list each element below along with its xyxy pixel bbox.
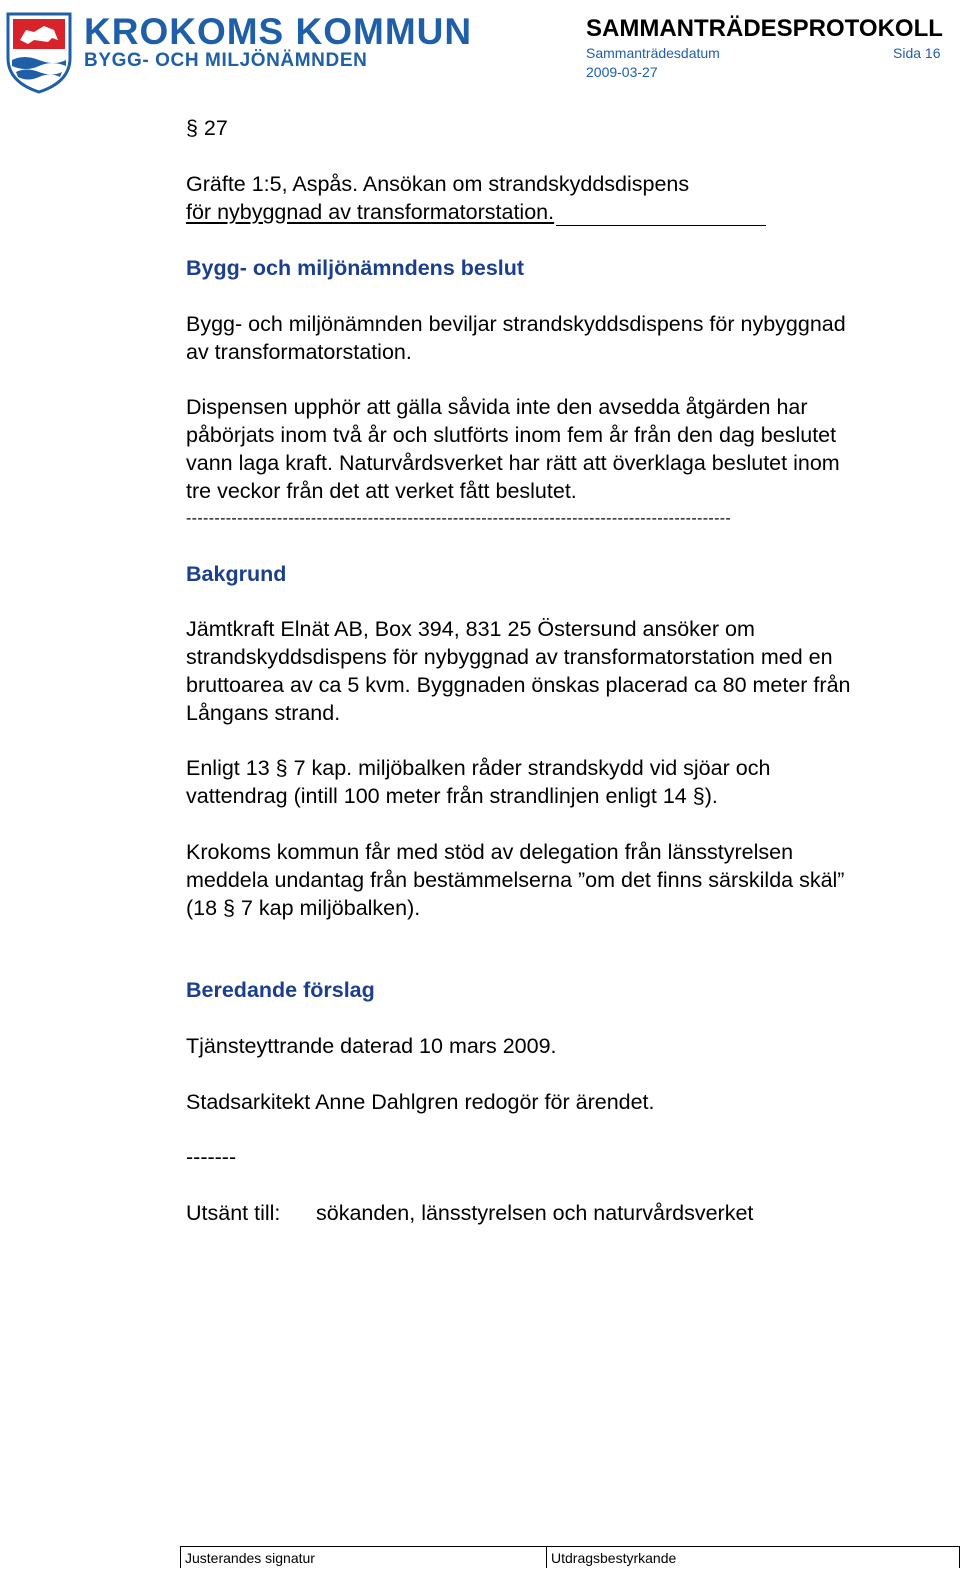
proposal-line-2: Stadsarkitekt Anne Dahlgren redogör för ärendet. bbox=[186, 1090, 655, 1114]
proposal-heading: Beredande förslag bbox=[186, 978, 375, 1002]
decision-heading: Bygg- och miljönämndens beslut bbox=[186, 256, 525, 280]
sent-to-value: sökanden, länsstyrelsen och naturvårdsverket bbox=[316, 1201, 754, 1225]
decision-text-1-line-1: Bygg- och miljönämnden beviljar strandskyddsdispens för nybyggnad bbox=[186, 312, 846, 336]
page-number: Sida 16 bbox=[893, 45, 941, 61]
background-p1-line-4: Långans strand. bbox=[186, 701, 341, 725]
decision-text-2-line-4: tre veckor från det att verket fått beslutet. bbox=[186, 479, 577, 503]
meeting-date-label: Sammanträdesdatum bbox=[586, 45, 720, 61]
background-p1-line-1: Jämtkraft Elnät AB, Box 394, 831 25 Östersund ansöker om bbox=[186, 617, 755, 641]
organization-name: KROKOMS KOMMUN bbox=[84, 11, 473, 52]
department-name: BYGG- OCH MILJÖNÄMNDEN bbox=[84, 50, 368, 71]
subject-line-2-text: för nybyggnad av transformatorstation. bbox=[186, 200, 555, 224]
signature-box bbox=[180, 1546, 546, 1568]
background-heading: Bakgrund bbox=[186, 562, 287, 586]
subject-line-1: Gräfte 1:5, Aspås. Ansökan om strandskyddsdispens bbox=[186, 172, 690, 196]
extract-box bbox=[546, 1546, 960, 1568]
decision-text-2-line-2: påbörjats inom två år och slutförts inom fem år från den dag beslutet bbox=[186, 423, 837, 447]
background-p3-line-3: (18 § 7 kap miljöbalken). bbox=[186, 896, 421, 920]
decision-text-1-line-2: av transformatorstation. bbox=[186, 340, 412, 364]
meeting-date: 2009-03-27 bbox=[586, 64, 658, 80]
signature-label: Justerandes signatur bbox=[185, 1550, 315, 1566]
document-title: SAMMANTRÄDESPROTOKOLL bbox=[586, 15, 943, 42]
background-p3-line-2: meddela undantag från bestämmelserna ”om det finns särskilda skäl” bbox=[186, 868, 845, 892]
separator-line: ------------------------------------------------------------------------------------------------ bbox=[186, 510, 732, 527]
background-p1-line-3: bruttoarea av ca 5 kvm. Byggnaden önskas placerad ca 80 meter från bbox=[186, 673, 851, 697]
background-p2-line-2: vattendrag (intill 100 meter från strandlinjen enligt 14 §). bbox=[186, 784, 718, 808]
background-p3-line-1: Krokoms kommun får med stöd av delegation från länsstyrelsen bbox=[186, 840, 794, 864]
decision-text-2-line-3: vann laga kraft. Naturvårdsverket har rätt att överklaga beslutet inom bbox=[186, 451, 840, 475]
municipal-crest-icon bbox=[4, 10, 74, 94]
extract-label: Utdragsbestyrkande bbox=[551, 1550, 677, 1566]
decision-text-2-line-1: Dispensen upphör att gälla såvida inte den avsedda åtgärden har bbox=[186, 395, 808, 419]
sent-to-label: Utsänt till: bbox=[186, 1201, 281, 1225]
subject-line-2 bbox=[186, 198, 946, 226]
background-p1-line-2: strandskyddsdispens för nybyggnad av transformatorstation med en bbox=[186, 645, 833, 669]
dash-separator: ------- bbox=[186, 1145, 237, 1169]
paragraph-number: § 27 bbox=[186, 116, 228, 140]
proposal-line-1: Tjänsteyttrande daterad 10 mars 2009. bbox=[186, 1034, 557, 1058]
subject-underline bbox=[556, 205, 766, 226]
background-p2-line-1: Enligt 13 § 7 kap. miljöbalken råder strandskydd vid sjöar och bbox=[186, 756, 771, 780]
